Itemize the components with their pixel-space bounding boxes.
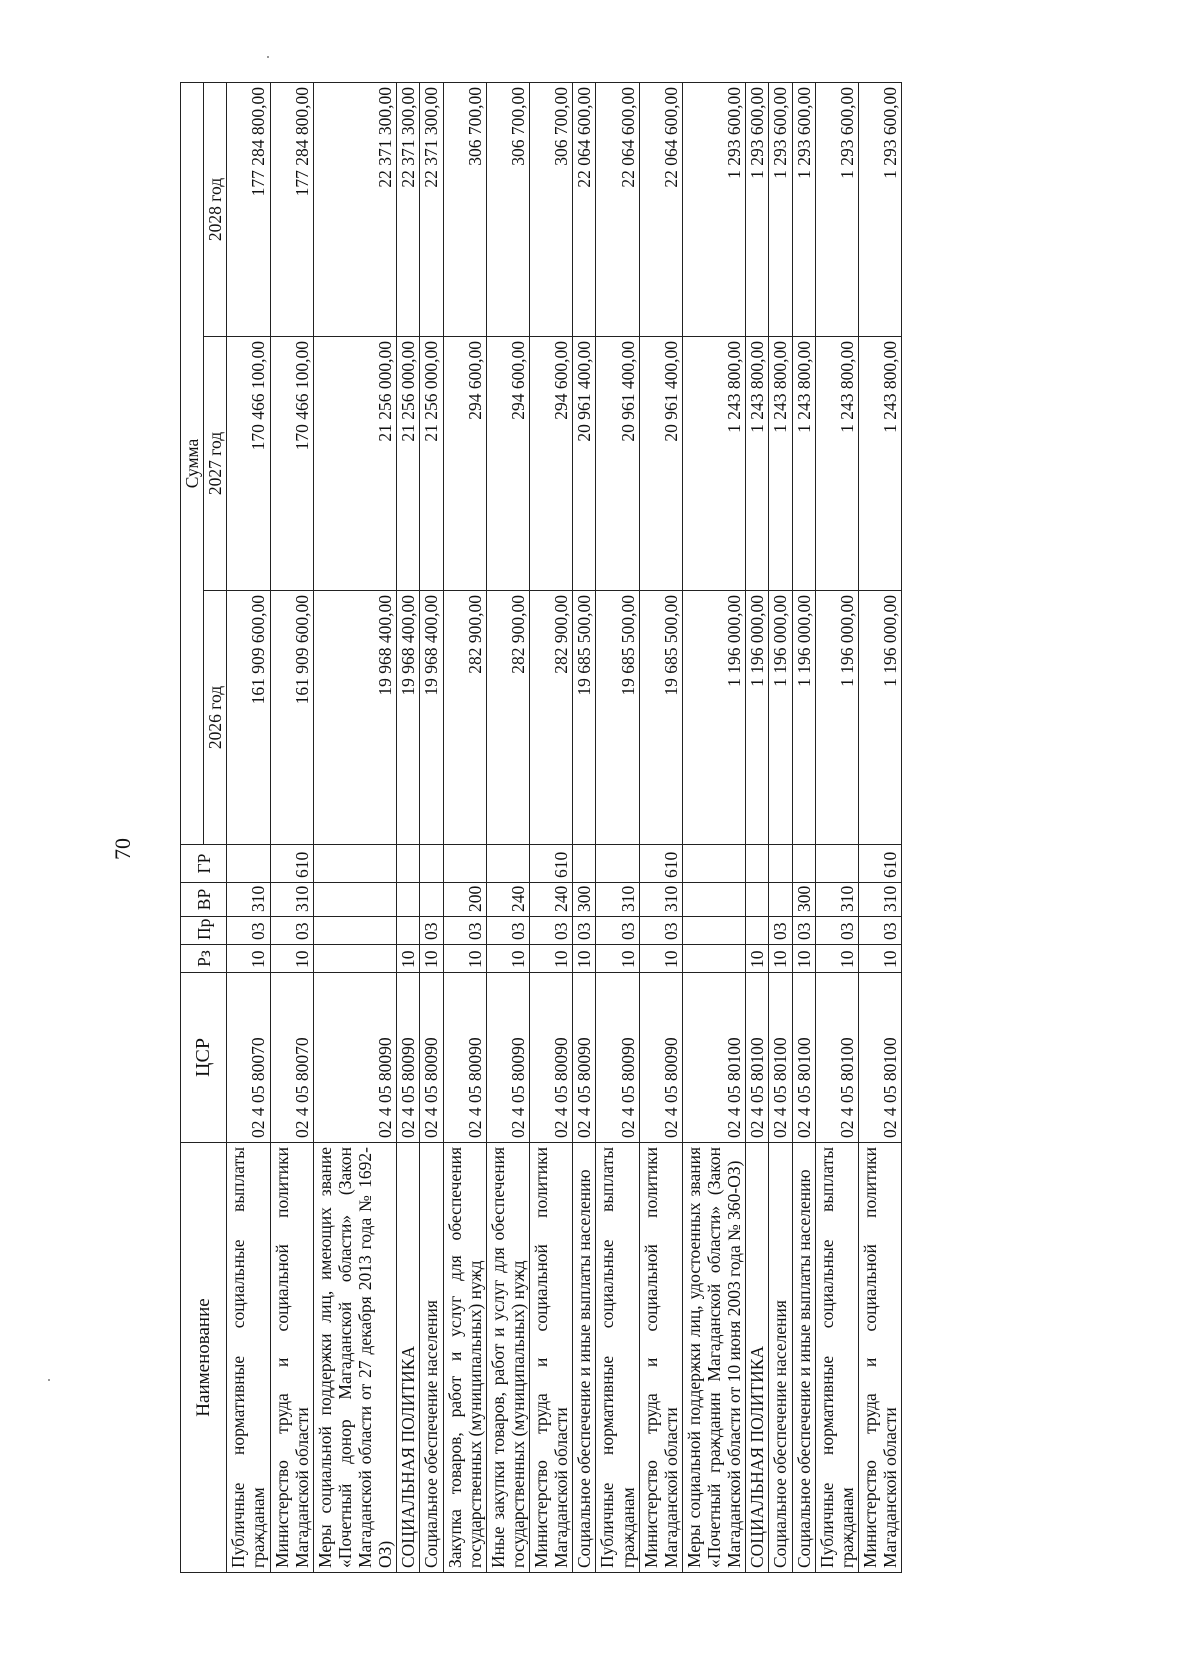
table-row [530,82,573,1572]
cell-pr: 03 [769,917,792,945]
cell-pr: 03 [792,917,815,945]
cell-name: Закупка товаров, работ и услуг для обеспечения государственных (муниципальных) нужд [443,1143,486,1573]
cell-pr: 03 [573,917,596,945]
table-row [270,82,313,1572]
cell-csr: 02 4 05 80090 [573,973,596,1143]
cell-2027: 20 961 400,00 [573,337,596,591]
cell-gr: 610 [858,845,901,883]
header-year-2026: 2026 год [204,591,227,845]
table-row [815,82,858,1572]
cell-2026: 19 685 500,00 [596,591,639,845]
cell-name: Меры социальной поддержки лиц, имеющих звание «Почетный донор Магаданской области» (Закон Магаданской области от 27 декабря 2013 года № 1692-ОЗ) [313,1143,397,1573]
cell-2026: 282 900,00 [486,591,529,845]
cell-name: Публичные нормативные социальные выплаты гражданам [815,1143,858,1573]
cell-gr [792,845,815,883]
cell-2027: 294 600,00 [443,337,486,591]
cell-rz: 10 [746,945,769,973]
cell-pr [397,917,420,945]
cell-2028: 306 700,00 [486,82,529,336]
cell-rz: 10 [530,945,573,973]
cell-vr [397,883,420,917]
cell-gr [815,845,858,883]
cell-csr: 02 4 05 80100 [769,973,792,1143]
cell-vr: 310 [596,883,639,917]
cell-vr: 310 [270,883,313,917]
cell-gr [682,845,745,883]
cell-gr [596,845,639,883]
table-row [792,82,815,1572]
cell-2027: 170 466 100,00 [227,337,270,591]
header-name: Наименование [181,1143,227,1573]
header-sum: Сумма [181,82,204,844]
header-year-2027: 2027 год [204,337,227,591]
cell-name: Публичные нормативные социальные выплаты гражданам [596,1143,639,1573]
cell-vr [682,883,745,917]
cell-rz: 10 [443,945,486,973]
cell-vr: 300 [792,883,815,917]
cell-2027: 1 243 800,00 [815,337,858,591]
table-row [443,82,486,1572]
cell-2027: 294 600,00 [486,337,529,591]
cell-2026: 19 968 400,00 [397,591,420,845]
header-vr: ВР [181,883,227,917]
cell-2027: 21 256 000,00 [397,337,420,591]
cell-2028: 22 064 600,00 [639,82,682,336]
cell-rz: 10 [769,945,792,973]
page-number: 70 [110,838,135,860]
cell-name: Социальное обеспечение населения [420,1143,443,1573]
cell-gr [313,845,397,883]
cell-2026: 161 909 600,00 [270,591,313,845]
cell-csr: 02 4 05 80070 [270,973,313,1143]
cell-2026: 1 196 000,00 [746,591,769,845]
cell-name: Министерство труда и социальной политики Магаданской области [270,1143,313,1573]
cell-gr [486,845,529,883]
cell-2028: 22 371 300,00 [420,82,443,336]
cell-gr [443,845,486,883]
cell-rz: 10 [639,945,682,973]
table-row [639,82,682,1572]
cell-gr [573,845,596,883]
cell-pr [746,917,769,945]
cell-name: Публичные нормативные социальные выплаты гражданам [227,1143,270,1573]
cell-gr: 610 [530,845,573,883]
table-row [227,82,270,1572]
cell-pr: 03 [596,917,639,945]
cell-vr: 310 [815,883,858,917]
cell-csr: 02 4 05 80090 [530,973,573,1143]
cell-2028: 22 064 600,00 [573,82,596,336]
cell-2026: 1 196 000,00 [792,591,815,845]
cell-2027: 294 600,00 [530,337,573,591]
cell-pr: 03 [639,917,682,945]
table-row [573,82,596,1572]
cell-name: Министерство труда и социальной политики Магаданской области [639,1143,682,1573]
cell-2026: 1 196 000,00 [815,591,858,845]
cell-vr: 300 [573,883,596,917]
cell-2026: 1 196 000,00 [858,591,901,845]
cell-pr: 03 [815,917,858,945]
cell-vr [746,883,769,917]
cell-2026: 19 968 400,00 [313,591,397,845]
cell-pr: 03 [858,917,901,945]
cell-rz [682,945,745,973]
cell-2028: 22 064 600,00 [596,82,639,336]
cell-2028: 177 284 800,00 [227,82,270,336]
cell-gr: 610 [270,845,313,883]
cell-2028: 306 700,00 [443,82,486,336]
cell-rz [313,945,397,973]
cell-2026: 19 968 400,00 [420,591,443,845]
cell-gr: 610 [639,845,682,883]
cell-vr: 310 [639,883,682,917]
cell-csr: 02 4 05 80100 [858,973,901,1143]
cell-2026: 1 196 000,00 [769,591,792,845]
cell-csr: 02 4 05 80090 [639,973,682,1143]
table-body [227,82,902,1572]
cell-2028: 1 293 600,00 [858,82,901,336]
cell-2028: 1 293 600,00 [792,82,815,336]
cell-name: Социальное обеспечение и иные выплаты населению [573,1143,596,1573]
cell-csr: 02 4 05 80100 [682,973,745,1143]
cell-name: СОЦИАЛЬНАЯ ПОЛИТИКА [746,1143,769,1573]
table-row [769,82,792,1572]
cell-csr: 02 4 05 80070 [227,973,270,1143]
cell-2028: 1 293 600,00 [682,82,745,336]
cell-2028: 22 371 300,00 [397,82,420,336]
cell-2026: 282 900,00 [443,591,486,845]
cell-2027: 20 961 400,00 [596,337,639,591]
cell-2028: 22 371 300,00 [313,82,397,336]
cell-csr: 02 4 05 80090 [443,973,486,1143]
cell-2026: 161 909 600,00 [227,591,270,845]
cell-rz: 10 [858,945,901,973]
table-row [420,82,443,1572]
cell-gr [769,845,792,883]
cell-csr: 02 4 05 80090 [596,973,639,1143]
cell-2027: 20 961 400,00 [639,337,682,591]
scan-speck [267,56,269,58]
cell-pr: 03 [530,917,573,945]
cell-name: Социальное обеспечение и иные выплаты населению [792,1143,815,1573]
table-row [596,82,639,1572]
table-header [181,82,227,1572]
table-row [397,82,420,1572]
cell-pr [313,917,397,945]
header-csr: ЦСР [181,973,227,1143]
cell-2026: 282 900,00 [530,591,573,845]
cell-name: Министерство труда и социальной политики Магаданской области [858,1143,901,1573]
cell-2026: 19 685 500,00 [573,591,596,845]
cell-csr: 02 4 05 80100 [815,973,858,1143]
cell-gr [746,845,769,883]
cell-pr: 03 [443,917,486,945]
cell-name: Социальное обеспечение населения [769,1143,792,1573]
cell-gr [227,845,270,883]
cell-2027: 1 243 800,00 [746,337,769,591]
cell-vr: 310 [858,883,901,917]
cell-2027: 1 243 800,00 [792,337,815,591]
header-rz: Рз [181,945,227,973]
cell-pr [682,917,745,945]
cell-vr: 310 [227,883,270,917]
header-gr: ГР [181,845,227,883]
cell-gr [397,845,420,883]
table-row [858,82,901,1572]
cell-pr: 03 [227,917,270,945]
scan-speck [48,1379,50,1381]
cell-vr [769,883,792,917]
cell-2028: 177 284 800,00 [270,82,313,336]
cell-csr: 02 4 05 80090 [420,973,443,1143]
cell-csr: 02 4 05 80100 [746,973,769,1143]
cell-name: Меры социальной поддержки лиц, удостоенных звания «Почетный гражданин Магаданской области» (Закон Магаданской области от 10 июня 2003 года № 360-ОЗ) [682,1143,745,1573]
cell-rz: 10 [270,945,313,973]
cell-csr: 02 4 05 80090 [486,973,529,1143]
cell-2028: 1 293 600,00 [815,82,858,336]
cell-rz: 10 [420,945,443,973]
table-row [682,82,745,1572]
cell-2028: 1 293 600,00 [746,82,769,336]
table-row [746,82,769,1572]
table-row [313,82,397,1572]
cell-pr: 03 [420,917,443,945]
cell-rz: 10 [486,945,529,973]
cell-name: Иные закупки товаров, работ и услуг для обеспечения государственных (муниципальных) нужд [486,1143,529,1573]
cell-2028: 306 700,00 [530,82,573,336]
cell-vr: 240 [486,883,529,917]
cell-rz: 10 [227,945,270,973]
cell-2026: 19 685 500,00 [639,591,682,845]
cell-vr: 200 [443,883,486,917]
cell-name: СОЦИАЛЬНАЯ ПОЛИТИКА [397,1143,420,1573]
cell-name: Министерство труда и социальной политики Магаданской области [530,1143,573,1573]
cell-csr: 02 4 05 80090 [397,973,420,1143]
cell-2027: 1 243 800,00 [858,337,901,591]
cell-csr: 02 4 05 80090 [313,973,397,1143]
cell-rz: 10 [397,945,420,973]
table-row [486,82,529,1572]
header-pr: Пр [181,917,227,945]
cell-rz: 10 [596,945,639,973]
budget-table [180,82,902,1573]
cell-2027: 170 466 100,00 [270,337,313,591]
cell-csr: 02 4 05 80100 [792,973,815,1143]
cell-vr: 240 [530,883,573,917]
rotated-table-container [180,83,1080,1573]
cell-gr [420,845,443,883]
cell-pr: 03 [486,917,529,945]
cell-2027: 21 256 000,00 [313,337,397,591]
cell-2026: 1 196 000,00 [682,591,745,845]
cell-rz: 10 [815,945,858,973]
cell-pr: 03 [270,917,313,945]
cell-2027: 1 243 800,00 [769,337,792,591]
cell-2027: 1 243 800,00 [682,337,745,591]
header-year-2028: 2028 год [204,82,227,336]
cell-vr [313,883,397,917]
cell-2027: 21 256 000,00 [420,337,443,591]
cell-rz: 10 [573,945,596,973]
cell-vr [420,883,443,917]
cell-rz: 10 [792,945,815,973]
cell-2028: 1 293 600,00 [769,82,792,336]
